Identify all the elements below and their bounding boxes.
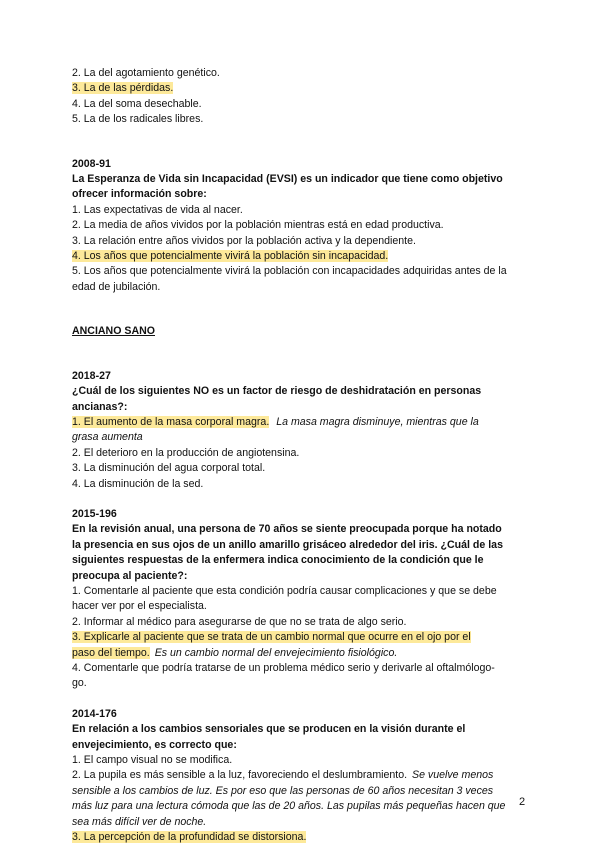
question-text-line-2: la presencia en sus ojos de un anillo amarillo grisáceo alrededor del iris. ¿Cuál de las	[72, 538, 503, 551]
explanation-note-line-2: sensible a los cambios de luz. Es por eso que las personas de 60 años necesitan 3 veces	[72, 784, 494, 797]
option-5-line-2: edad de jubilación.	[72, 280, 161, 293]
option-3: 3. La relación entre años vividos por la población activa y la dependiente.	[72, 234, 416, 247]
page-number: 2	[519, 796, 526, 808]
option-4-line-1: 4. Comentarle que podría tratarse de un problema médico serio y derivarle al oftalmólogo-	[72, 662, 495, 674]
question-2014-176	[72, 707, 532, 846]
question-code: 2018-27	[72, 369, 111, 382]
highlighted-answer: 3. La de las pérdidas.	[72, 82, 174, 95]
section-title: ANCIANO SANO	[72, 325, 155, 338]
document-page	[72, 66, 532, 845]
question-text-line-1: En relación a los cambios sensoriales que se producen en la visión durante el	[72, 723, 466, 736]
highlighted-answer: 3. La percepción de la profundidad se distorsiona.	[72, 831, 307, 844]
option-5: 5. La de los radicales libres.	[72, 113, 204, 126]
option-2: 2. La del agotamiento genético.	[72, 67, 220, 79]
explanation-note-line-2: grasa aumenta	[72, 431, 143, 444]
option-2: 2. El deterioro en la producción de angiotensina.	[72, 446, 300, 459]
option-2: 2. Informar al médico para asegurarse de que no se trata de algo serio.	[72, 615, 407, 628]
question-text-line-2: ofrecer información sobre:	[72, 188, 207, 201]
question-text-line-1: ¿Cuál de los siguientes NO es un factor de riesgo de deshidratación en personas	[72, 385, 482, 398]
option-5-line-1: 5. Los años que potencialmente vivirá la población con incapacidades adquiridas antes de la	[72, 265, 507, 278]
highlighted-answer: 1. El aumento de la masa corporal magra.	[72, 415, 270, 428]
highlighted-answer: 4. Los años que potencialmente vivirá la población sin incapacidad.	[72, 250, 389, 263]
explanation-note-line-4: sea más difícil ver de noche.	[72, 815, 207, 828]
question-text-line-2: envejecimiento, es correcto que:	[72, 738, 237, 751]
highlighted-answer-line-2: paso del tiempo.	[72, 646, 150, 659]
option-1: 1. Las expectativas de vida al nacer.	[72, 203, 243, 216]
option-1-line-2: hacer ver por el especialista.	[72, 600, 207, 613]
highlighted-answer-line-1: 3. Explicarle al paciente que se trata de un cambio normal que ocurre en el ojo por el	[72, 631, 471, 644]
question-2008-91	[72, 157, 532, 296]
option-2: 2. La media de años vividos por la población mientras está en edad productiva.	[72, 219, 444, 232]
question-text-line-1: En la revisión anual, una persona de 70 años se siente preocupada porque ha notado	[72, 523, 502, 536]
explanation-note: La masa magra disminuye, mientras que la	[276, 415, 479, 428]
question-text-line-2: ancianas?:	[72, 400, 128, 413]
option-4: 4. La disminución de la sed.	[72, 477, 204, 490]
question-2015-196	[72, 507, 532, 692]
option-3: 3. La disminución del agua corporal total.	[72, 462, 266, 475]
question-text-line-4: preocupa al paciente?:	[72, 569, 188, 582]
option-4-line-2: go.	[72, 677, 87, 690]
option-1: 1. El campo visual no se modifica.	[72, 754, 233, 767]
top-option-list	[72, 66, 532, 128]
question-2018-27	[72, 369, 532, 492]
option-1-line-1: 1. Comentarle al paciente que esta condición podría causar complicaciones y que se debe	[72, 584, 497, 597]
question-code: 2008-91	[72, 157, 111, 170]
explanation-note: Se vuelve menos	[412, 769, 494, 782]
option-2: 2. La pupila es más sensible a la luz, favoreciendo el deslumbramiento.	[72, 769, 408, 782]
explanation-note-line-3: más luz para una lectura cómoda que las de 20 años. Las pupilas más pequeñas hacen que	[72, 800, 506, 813]
question-text-line-3: siguientes respuestas de la enfermera indica conocimiento de la condición que le	[72, 554, 484, 567]
explanation-note: Es un cambio normal del envejecimiento fisiológico.	[154, 646, 398, 659]
question-code: 2014-176	[72, 707, 117, 720]
question-text-line-1: La Esperanza de Vida sin Incapacidad (EVSI) es un indicador que tiene como objetivo	[72, 173, 503, 186]
question-code: 2015-196	[72, 507, 117, 520]
option-4: 4. La del soma desechable.	[72, 97, 202, 110]
